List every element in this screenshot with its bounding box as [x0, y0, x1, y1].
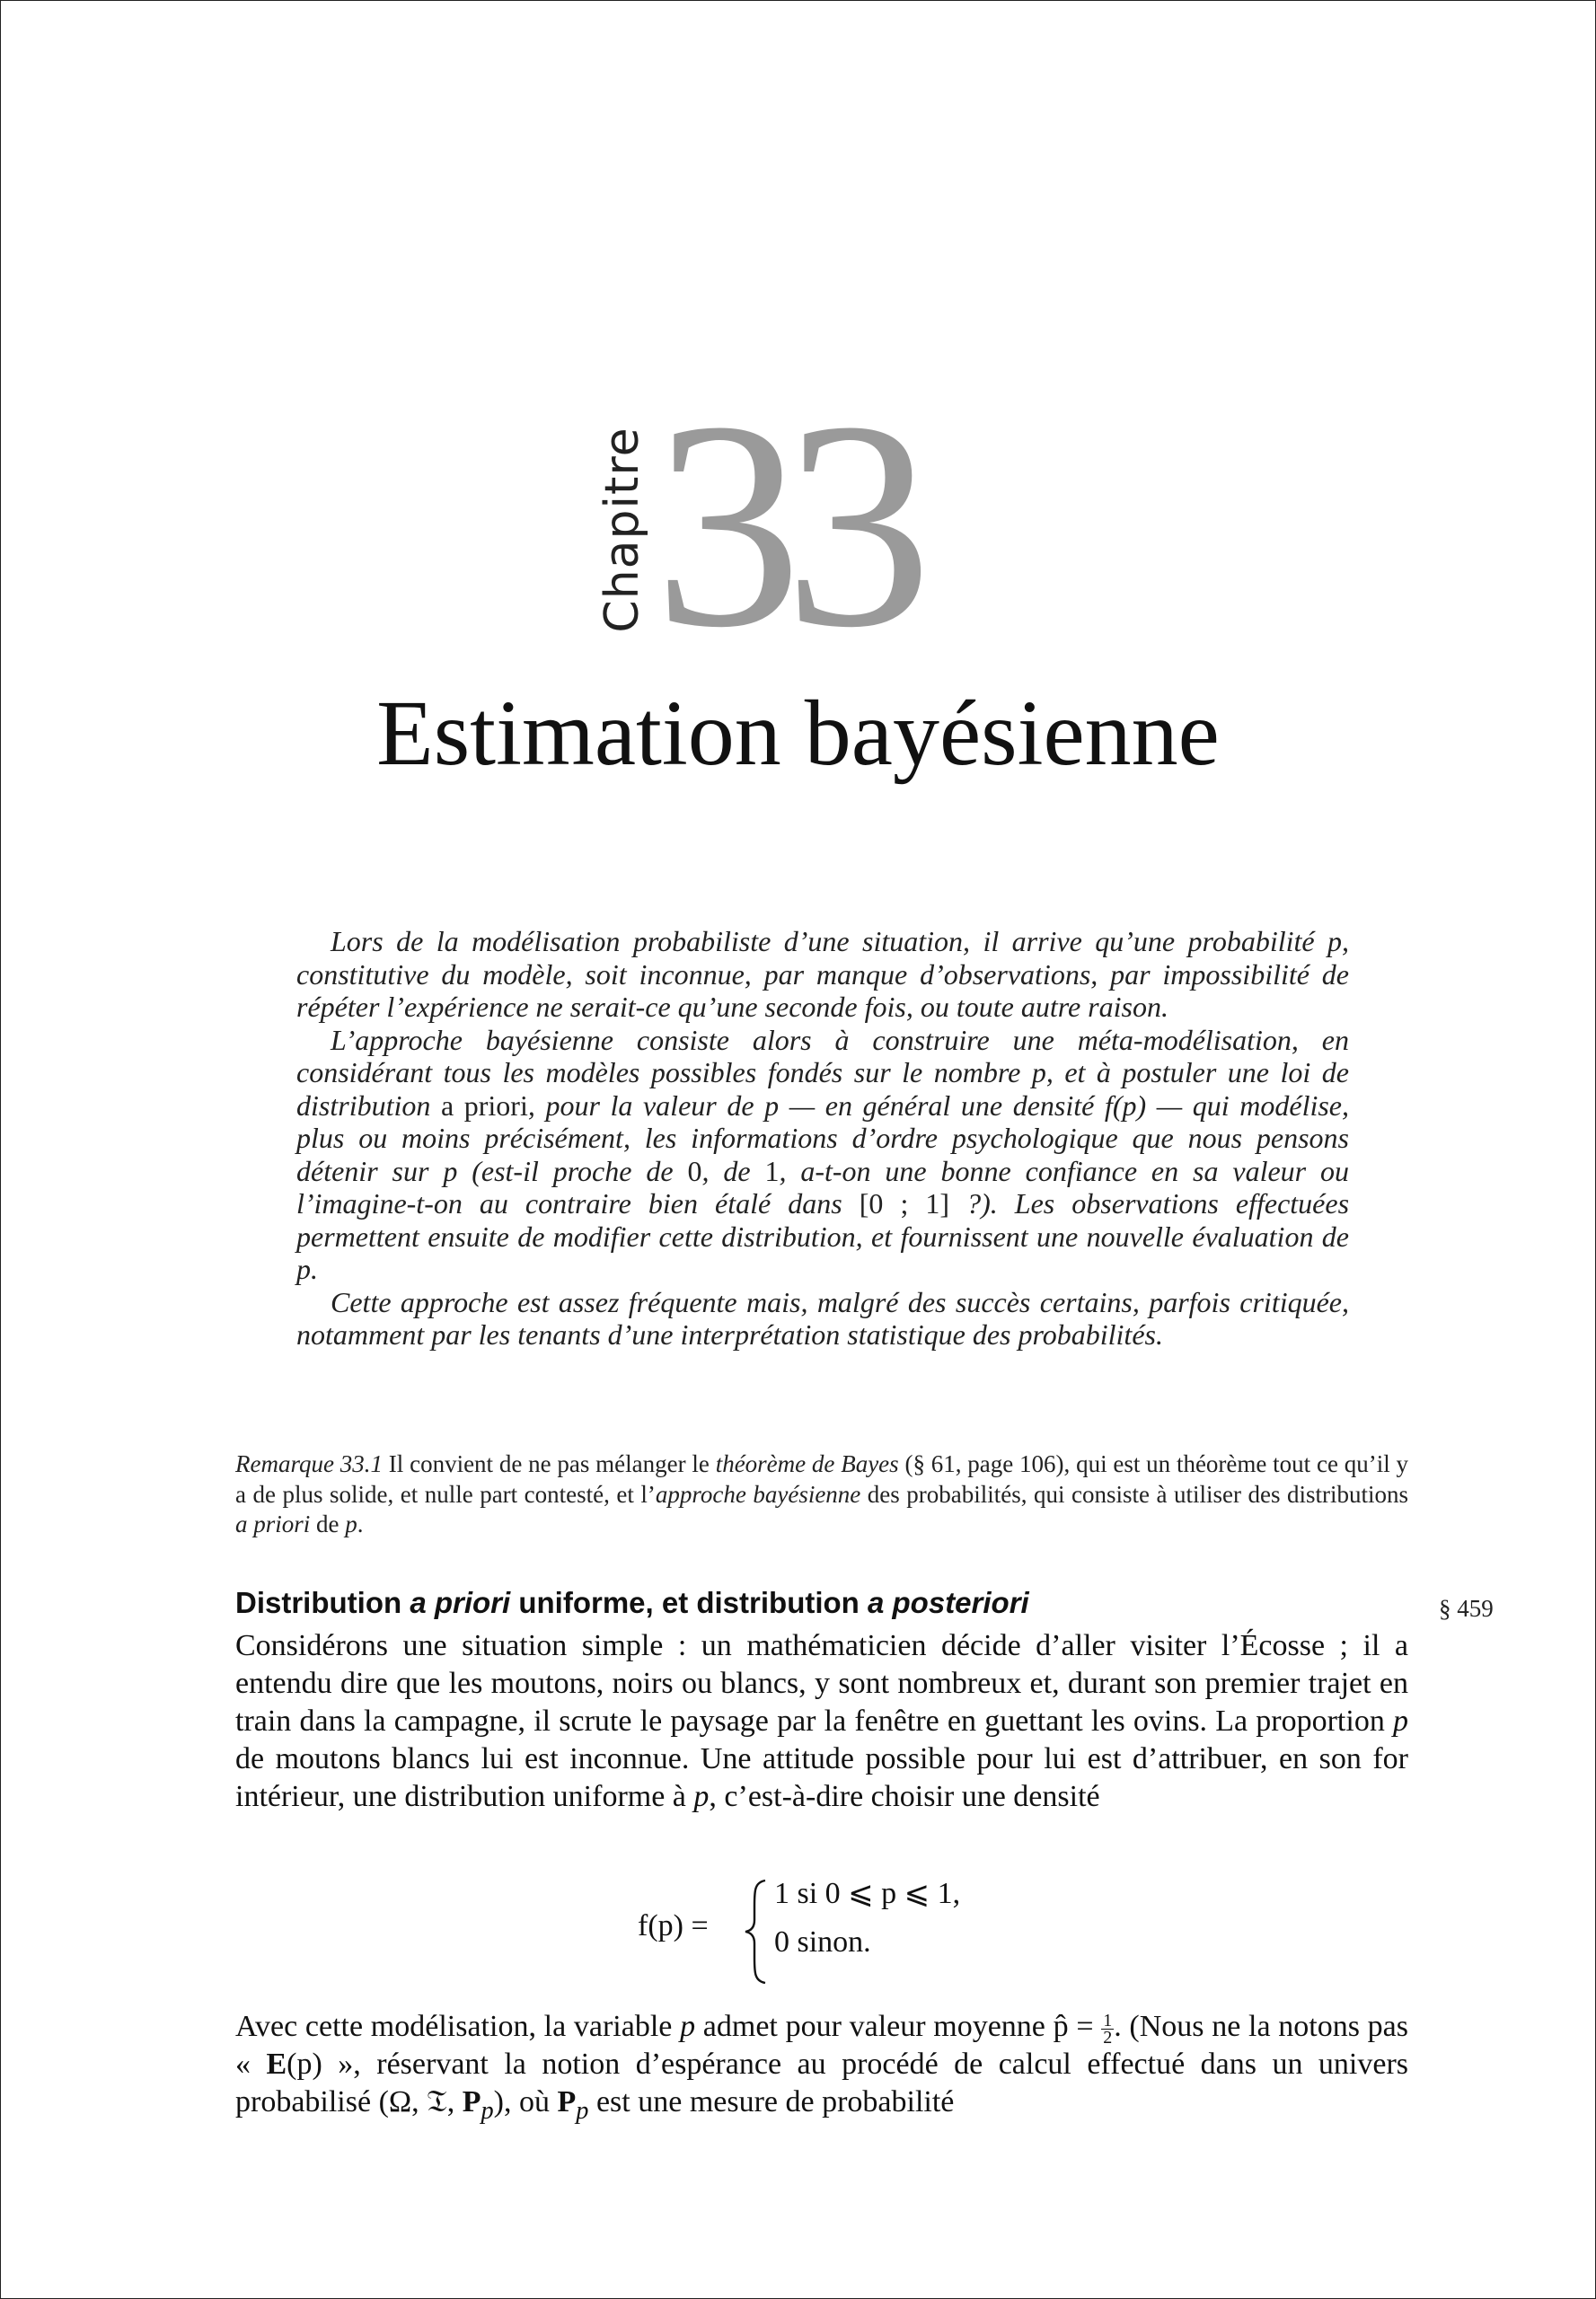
body-text: admet pour valeur moyenne p̂ =: [695, 2010, 1102, 2043]
remark-block: [235, 1449, 1408, 1540]
math-variable: p: [680, 2010, 696, 2043]
abstract-paragraph-2: [296, 1024, 1349, 1286]
math-variable: p: [1393, 1704, 1408, 1738]
remark-text: de: [310, 1511, 346, 1537]
expectation-symbol: E: [266, 2048, 287, 2081]
body-text: ), où: [493, 2085, 558, 2118]
abstract-text: , a-t-on une bonne confiance en sa valeur ou l’imagine-t-on au contraire bien étalé dans: [296, 1154, 1350, 1220]
remark-emphasis: a priori: [235, 1511, 311, 1537]
math-subscript: p: [481, 2096, 494, 2125]
remark-label: Remarque 33.1: [235, 1450, 384, 1477]
formula-case-1: 1 si 0 ⩽ p ⩽ 1,: [774, 1877, 961, 1910]
fraction-denominator: 2: [1103, 2027, 1113, 2048]
abstract-text: L’approche bayésienne consiste alors à construire une méta-modélisation, en considérant tous les modèles possibles fondés sur le nombre p, et à postuler une loi de distribution: [296, 1023, 1349, 1122]
body-text: (p) », réservant la notion d’espérance au procédé de calcul effectué dans un univers probabilisé (Ω, 𝔗,: [235, 2048, 1409, 2118]
abstract-text: ?). Les observations effectuées permettent ensuite de modifier cette distribution, et fournissent une nouvelle évaluation de p.: [296, 1187, 1350, 1285]
heading-text: Distribution: [235, 1586, 410, 1619]
remark-emphasis: théorème de Bayes: [715, 1450, 899, 1477]
abstract-paragraph-1: Lors de la modélisation probabiliste d’une situation, il arrive qu’une probabilité p, constitutive du modèle, soit inconnue, par manque d’observations, par impossibilité de répéter l’expérience ne serait-ce qu’une seconde fois, ou toute autre raison.: [296, 925, 1349, 1023]
section-heading: [235, 1586, 1029, 1620]
probability-symbol: P: [462, 2085, 481, 2118]
heading-text: uniforme, et distribution: [510, 1586, 868, 1619]
remark-text: (§ 61, page 106), qui est un théorème tout ce qu’il y a de plus solide, et nulle part contesté, et l’: [235, 1450, 1409, 1508]
abstract-paragraph-3: Cette approche est assez fréquente mais, malgré des succès certains, parfois critiquée, notamment par les tenants d’une interprétation statistique des probabilités.: [296, 1285, 1349, 1351]
chapter-title: Estimation bayésienne: [376, 682, 1220, 785]
chapter-word: Chapitre: [595, 427, 649, 633]
remark-emphasis: p: [345, 1511, 357, 1537]
abstract-text: [0 ; 1]: [859, 1187, 950, 1220]
abstract-text: 0: [687, 1154, 702, 1187]
body-paragraph-2: [235, 2008, 1408, 2130]
remark-text: des probabilités, qui consiste à utiliser des distributions: [860, 1480, 1408, 1508]
body-text: de moutons blancs lui est inconnue. Une attitude possible pour lui est d’attribuer, en son for intérieur, une distribution uniforme à: [235, 1742, 1408, 1813]
formula-lhs: f(p) =: [638, 1909, 709, 1942]
remark-text: .: [357, 1511, 364, 1537]
heading-emphasis: a posteriori: [868, 1586, 1029, 1619]
left-brace: [744, 1879, 769, 1985]
body-text: Avec cette modélisation, la variable: [235, 2010, 681, 2043]
body-text: est une mesure de probabilité: [588, 2085, 955, 2118]
chapter-abstract: [296, 925, 1349, 1352]
abstract-text: a priori: [440, 1088, 528, 1122]
abstract-text: , pour la valeur de p — en général une densité f(p) — qui modélise, plus ou moins précisément, les informations d’ordre psychologique que nous pensons détenir sur p (est-il proche de: [296, 1088, 1349, 1187]
math-variable: p: [693, 1780, 710, 1813]
math-subscript: p: [576, 2096, 589, 2125]
density-formula: [638, 1868, 1015, 1985]
chapter-label: [582, 422, 663, 638]
body-paragraph-1: [235, 1627, 1408, 1816]
probability-symbol: P: [557, 2085, 577, 2118]
abstract-text: 1: [764, 1154, 780, 1187]
section-margin-reference: § 459: [1439, 1595, 1494, 1622]
chapter-number: 33: [654, 361, 914, 689]
body-text: Considérons une situation simple : un mathématicien décide d’aller visiter l’Écosse ; il a entendu dire que les moutons, noirs ou blancs, y sont nombreux et, durant son premier trajet en train dans la campagne, il scrute le paysage par la fenêtre en guettant les ovins. La proportion: [235, 1629, 1408, 1738]
formula-case-2: 0 sinon.: [774, 1925, 871, 1959]
fraction-numerator: 1: [1103, 2010, 1113, 2030]
fraction-one-half: [1101, 2010, 1114, 2048]
body-text: , c’est-à-dire choisir une densité: [709, 1780, 1100, 1813]
remark-emphasis: approche bayésienne: [655, 1480, 861, 1508]
body-text: . (Nous ne la notons pas «: [235, 2010, 1408, 2081]
heading-emphasis: a priori: [410, 1586, 511, 1619]
remark-text: Il convient de ne pas mélanger le: [383, 1450, 716, 1477]
abstract-text: , de: [701, 1154, 765, 1187]
